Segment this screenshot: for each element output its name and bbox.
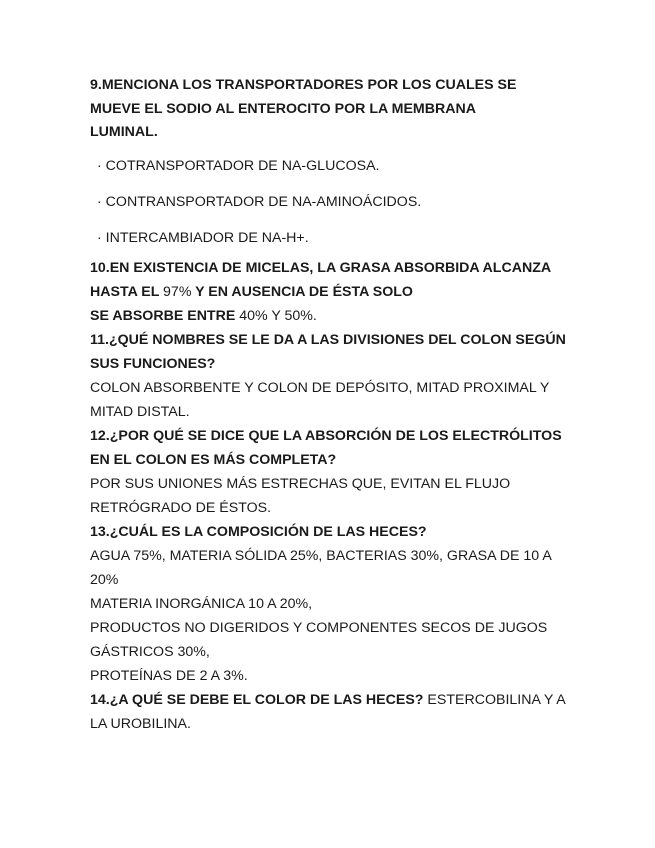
document-page xyxy=(90,74,570,736)
question-10-line-1: 10.EN EXISTENCIA DE MICELAS, LA GRASA ABSORBIDA ALCANZA xyxy=(90,259,552,276)
question-11-line-1: 11.¿QUÉ NOMBRES SE LE DA A LAS DIVISIONES DEL COLON SEGÚN xyxy=(90,331,566,348)
answer-14-inline: ESTERCOBILINA Y A xyxy=(423,691,566,708)
answer-12-line-2: RETRÓGRADO DE ÉSTOS. xyxy=(90,499,272,516)
question-10 xyxy=(90,256,570,328)
question-11 xyxy=(90,328,570,424)
question-10-line-2 xyxy=(90,280,570,304)
question-12 xyxy=(90,424,570,520)
question-14-text: 14.¿A QUÉ SE DEBE EL COLOR DE LAS HECES? xyxy=(90,691,424,708)
question-9-line-1: 9.MENCIONA LOS TRANSPORTADORES POR LOS CUALES SE xyxy=(90,77,517,93)
question-10-line-3-bold: SE ABSORBE ENTRE xyxy=(90,307,240,324)
answer-13-line-2: 20% xyxy=(90,571,119,588)
question-12-line-1: 12.¿POR QUÉ SE DICE QUE LA ABSORCIÓN DE LOS ELECTRÓLITOS xyxy=(90,427,562,444)
answer-13-line-6: PROTEÍNAS DE 2 A 3%. xyxy=(90,667,248,684)
answer-9-bullet-2: · CONTRANSPORTADOR DE NA-AMINOÁCIDOS. xyxy=(97,193,422,210)
question-10-line-2-value: 97% xyxy=(163,283,192,300)
question-11-line-2: SUS FUNCIONES? xyxy=(90,355,216,372)
answer-9-bullet-3: · INTERCAMBIADOR DE NA-H+. xyxy=(97,229,309,246)
question-14 xyxy=(90,688,570,736)
answer-11-line-2: MITAD DISTAL. xyxy=(90,403,190,420)
answer-13-line-1: AGUA 75%, MATERIA SÓLIDA 25%, BACTERIAS 30%, GRASA DE 10 A xyxy=(90,547,552,564)
question-13 xyxy=(90,520,570,688)
question-9 xyxy=(90,74,570,145)
answer-12-line-1: POR SUS UNIONES MÁS ESTRECHAS QUE, EVITAN EL FLUJO xyxy=(90,475,511,492)
answer-9-bullet-1: · COTRANSPORTADOR DE NA-GLUCOSA. xyxy=(97,157,380,174)
question-10-line-2-bold-b: Y EN AUSENCIA DE ÉSTA SOLO xyxy=(191,283,413,300)
question-13-line-1: 13.¿CUÁL ES LA COMPOSICIÓN DE LAS HECES? xyxy=(90,523,427,540)
answer-13-line-3: MATERIA INORGÁNICA 10 A 20%, xyxy=(90,595,313,612)
question-10-line-3-value: 40% Y 50%. xyxy=(239,307,317,324)
answer-13-line-5: GÁSTRICOS 30%, xyxy=(90,643,210,660)
question-9-line-2: MUEVE EL SODIO AL ENTEROCITO POR LA MEMBRANA xyxy=(90,100,476,117)
answer-11-line-1: COLON ABSORBENTE Y COLON DE DEPÓSITO, MITAD PROXIMAL Y xyxy=(90,379,550,396)
answer-14-line-2: LA UROBILINA. xyxy=(90,715,191,732)
answer-13-line-4: PRODUCTOS NO DIGERIDOS Y COMPONENTES SECOS DE JUGOS xyxy=(90,619,548,636)
question-12-line-2: EN EL COLON ES MÁS COMPLETA? xyxy=(90,451,337,468)
question-14-line-1 xyxy=(90,688,570,712)
question-9-line-3: LUMINAL. xyxy=(90,124,158,140)
question-10-line-2-bold-a: HASTA EL xyxy=(90,283,164,300)
question-10-line-3 xyxy=(90,304,570,328)
